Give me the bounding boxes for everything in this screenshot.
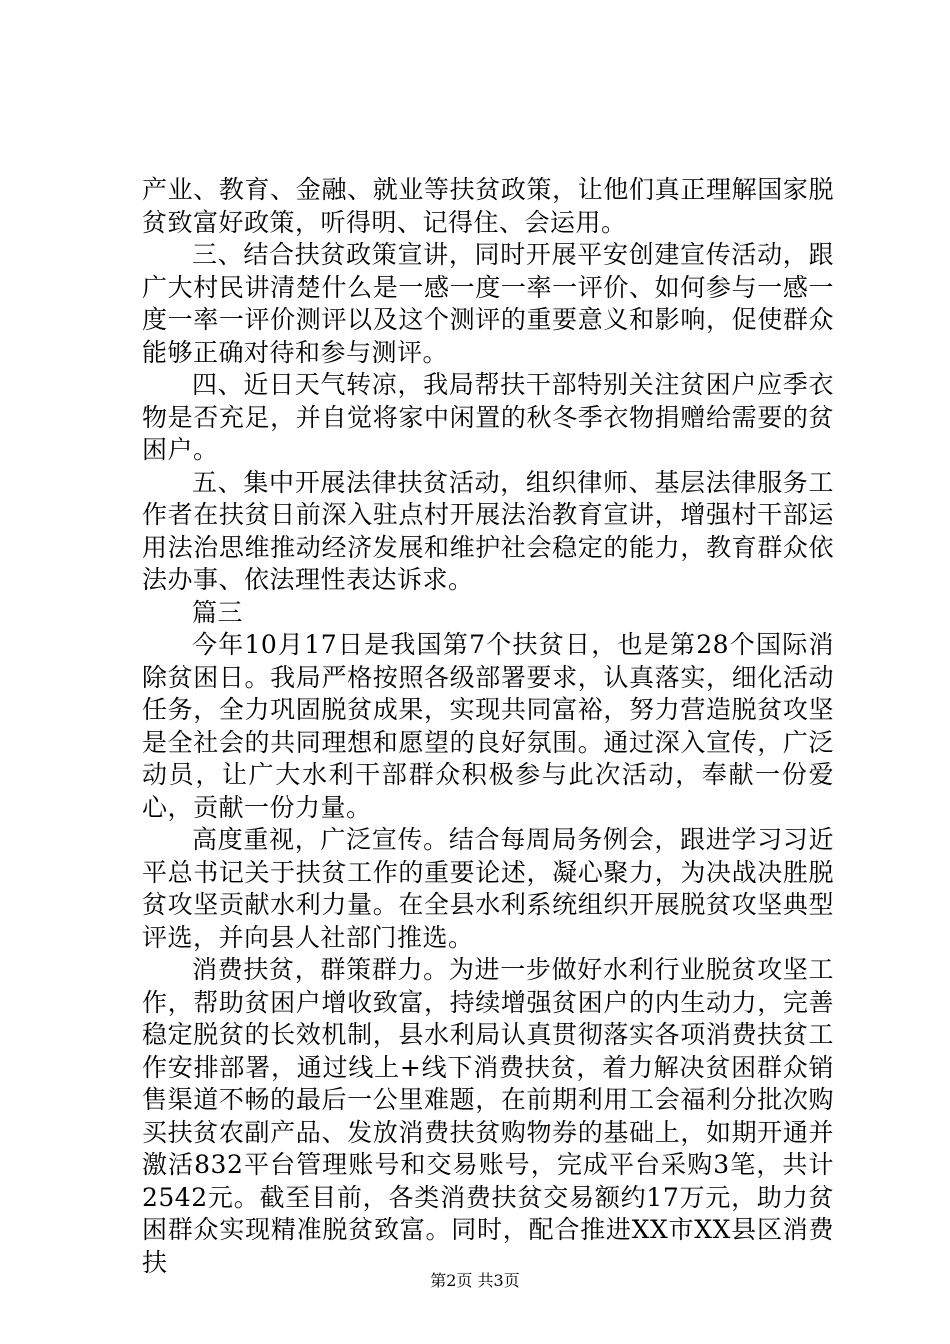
section-heading: 篇三 bbox=[192, 597, 244, 627]
paragraph-1: 产业、教育、金融、就业等扶贫政策，让他们真正理解国家脱贫致富好政策，听得明、记得住、会运用。 bbox=[142, 175, 834, 237]
paragraph-3: 四、近日天气转凉，我局帮扶干部特别关注贫困户应季衣物是否充足，并自觉将家中闲置的秋冬季衣物捐赠给需要的贫困户。 bbox=[142, 370, 834, 464]
document-body bbox=[142, 174, 834, 1279]
paragraph-4: 五、集中开展法律扶贫活动，组织律师、基层法律服务工作者在扶贫日前深入驻点村开展法治教育宣讲，增强村干部运用法治思维推动经济发展和维护社会稳定的能力，教育群众依法办事、依法理性表达诉求。 bbox=[142, 467, 834, 594]
paragraph-2: 三、结合扶贫政策宣讲，同时开展平安创建宣传活动，跟广大村民讲清楚什么是一感一度一率一评价、如何参与一感一度一率一评价测评以及这个测评的重要意义和影响，促使群众能够正确对待和参与测评。 bbox=[142, 240, 834, 367]
paragraph-8: 消费扶贫，群策群力。为进一步做好水利行业脱贫攻坚工作，帮助贫困户增收致富，持续增强贫困户的内生动力，完善稳定脱贫的长效机制，县水利局认真贯彻落实各项消费扶贫工作安排部署，通过线上+线下消费扶贫，着力解决贫困群众销售渠道不畅的最后一公里难题，在前期利用工会福利分批次购买扶贫农副产品、发放消费扶贫购物券的基础上，如期开通并激活832平台管理账号和交易账号，完成平台采购3笔，共计2542元。截至目前，各类消费扶贫交易额约17万元，助力贫困群众实现精准脱贫致富。同时，配合推进XX市XX县区消费扶 bbox=[142, 955, 834, 1277]
page-number-footer: 第2页 共3页 bbox=[430, 1271, 520, 1290]
paragraph-7: 高度重视，广泛宣传。结合每周局务例会，跟进学习习近平总书记关于扶贫工作的重要论述，凝心聚力，为决战决胜脱贫攻坚贡献水利力量。在全县水利系统组织开展脱贫攻坚典型评选，并向县人社部门推选。 bbox=[142, 825, 834, 952]
paragraph-6: 今年10月17日是我国第7个扶贫日，也是第28个国际消除贫困日。我局严格按照各级部署要求，认真落实，细化活动任务，全力巩固脱贫成果，实现共同富裕，努力营造脱贫攻坚是全社会的共同理想和愿望的良好氛围。通过深入宣传，广泛动员，让广大水利干部群众积极参与此次活动，奉献一份爱心，贡献一份力量。 bbox=[142, 630, 834, 822]
